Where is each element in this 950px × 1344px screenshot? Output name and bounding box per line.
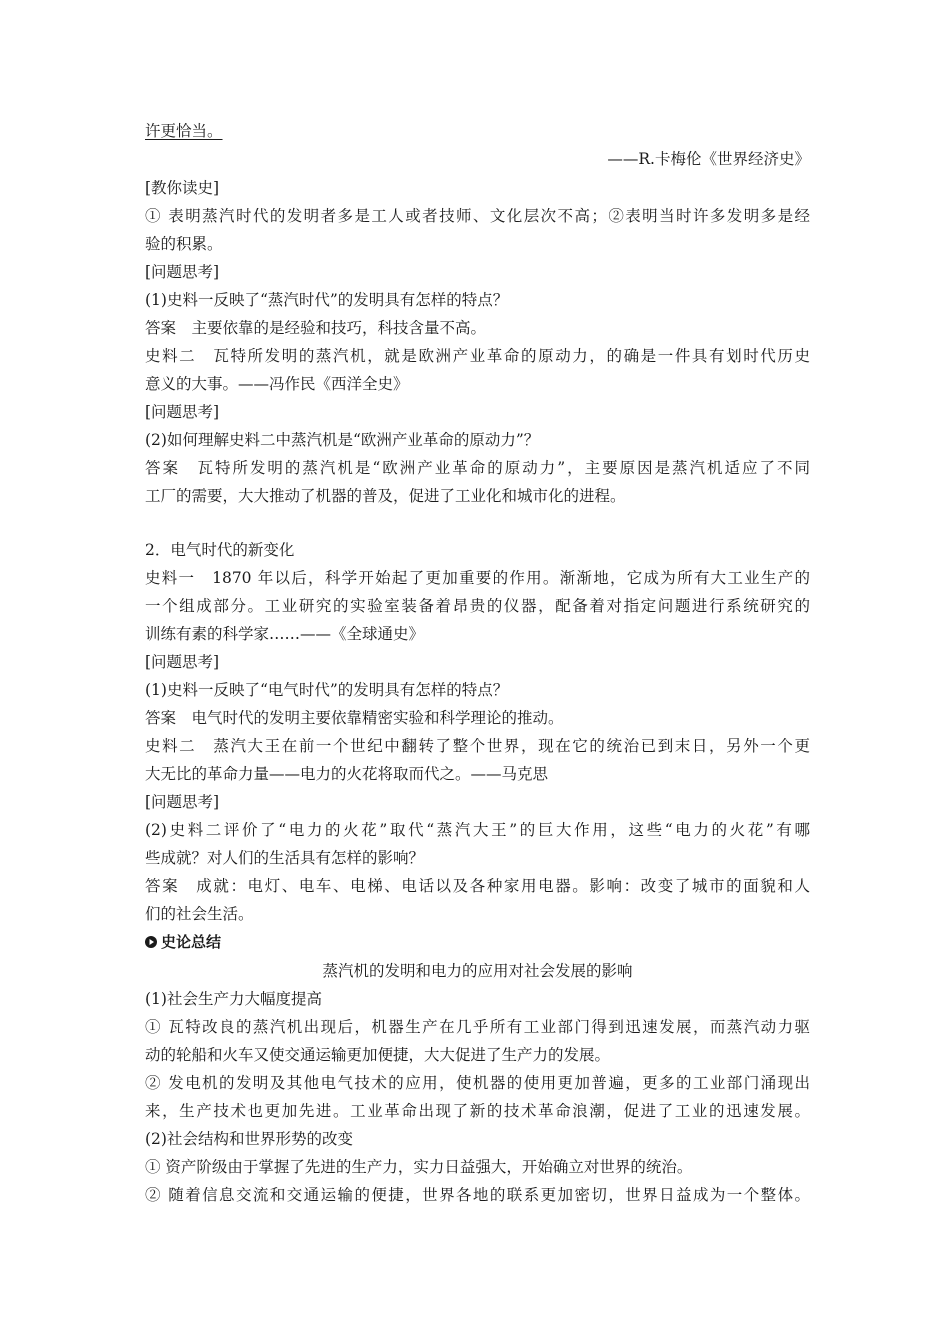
summary-point-2b: ② 随着信息交流和交通运输的便捷，世界各地的联系更加密切，世界日益成为一个整体。 — [145, 1186, 810, 1204]
section-tag-read-history: [教你读史] — [145, 179, 220, 197]
summary-point-2: (2)社会结构和世界形势的改变 — [145, 1130, 353, 1148]
electric-question-2: (2)史料二评价了“电力的火花”取代“蒸汽大王”的巨大作用，这些“电力的火花”有哪 — [145, 821, 810, 839]
section-tag-question: [问题思考] — [145, 653, 220, 671]
electric-source-1-end: 训练有素的科学家……——《全球通史》 — [145, 625, 425, 643]
question-2: (2)如何理解史料二中蒸汽机是“欧洲产业革命的原动力”？ — [145, 431, 540, 449]
section-tag-question: [问题思考] — [145, 793, 220, 811]
summary-label-text: 史论总结 — [161, 933, 222, 951]
section-tag-question: [问题思考] — [145, 263, 220, 281]
question-1: (1)史料一反映了“蒸汽时代”的发明具有怎样的特点？ — [145, 291, 509, 309]
summary-title: 蒸汽机的发明和电力的应用对社会发展的影响 — [322, 962, 633, 980]
section-heading-electric-age: 2．电气时代的新变化 — [145, 541, 295, 559]
summary-point-1b-cont: 来，生产技术也更加先进。工业革命出现了新的技术革命浪潮，促进了工业的迅速发展。 — [145, 1102, 810, 1120]
electric-source-1: 史料一 1870 年以后，科学开始起了更加重要的作用。渐渐地，它成为所有大工业生产的 — [145, 569, 810, 587]
electric-question-1: (1)史料一反映了“电气时代”的发明具有怎样的特点？ — [145, 681, 509, 699]
answer-2: 答案 瓦特所发明的蒸汽机是“欧洲产业革命的原动力”，主要原因是蒸汽机适应了不同 — [145, 459, 810, 477]
reading-note-cont: 验的积累。 — [145, 235, 223, 253]
paragraph-continuation: 许更恰当。 — [145, 122, 223, 140]
electric-answer-1: 答案 电气时代的发明主要依靠精密实验和科学理论的推动。 — [145, 709, 564, 727]
electric-source-2: 史料二 蒸汽大王在前一个世纪中翻转了整个世界，现在它的统治已到末日，另外一个更 — [145, 737, 810, 755]
electric-source-2-cont: 大无比的革命力量——电力的火花将取而代之。——马克思 — [145, 765, 549, 783]
reading-note: ① 表明蒸汽时代的发明者多是工人或者技师、文化层次不高；②表明当时许多发明多是经 — [145, 207, 810, 225]
section-tag-question: [问题思考] — [145, 403, 220, 421]
electric-question-2-cont: 些成就？对人们的生活具有怎样的影响？ — [145, 849, 425, 867]
summary-point-2a: ① 资产阶级由于掌握了先进的生产力，实力日益强大，开始确立对世界的统治。 — [145, 1158, 693, 1176]
citation-source: ——R.卡梅伦《世界经济史》 — [607, 150, 810, 168]
electric-source-1-cont: 一个组成部分。工业研究的实验室装备着昂贵的仪器，配备着对指定问题进行系统研究的 — [145, 597, 810, 615]
summary-point-1a: ① 瓦特改良的蒸汽机出现后，机器生产在几乎所有工业部门得到迅速发展，而蒸汽动力驱 — [145, 1018, 810, 1036]
answer-1: 答案 主要依靠的是经验和技巧，科技含量不高。 — [145, 319, 487, 337]
summary-point-1a-cont: 动的轮船和火车又使交通运输更加便捷，大大促进了生产力的发展。 — [145, 1046, 611, 1064]
summary-point-1b: ② 发电机的发明及其他电气技术的应用，使机器的使用更加普遍，更多的工业部门涌现出 — [145, 1074, 810, 1092]
electric-answer-2-cont: 们的社会生活。 — [145, 905, 254, 923]
source-2: 史料二 瓦特所发明的蒸汽机，就是欧洲产业革命的原动力，的确是一件具有划时代历史 — [145, 347, 810, 365]
answer-2-cont: 工厂的需要，大大推动了机器的普及，促进了工业化和城市化的进程。 — [145, 487, 626, 505]
source-2-cont: 意义的大事。——冯作民《西洋全史》 — [145, 375, 409, 393]
summary-section-label — [145, 932, 810, 953]
electric-answer-2: 答案 成就：电灯、电车、电梯、电话以及各种家用电器。影响：改变了城市的面貌和人 — [145, 877, 810, 895]
summary-point-1: (1)社会生产力大幅度提高 — [145, 990, 322, 1008]
play-circle-icon — [145, 936, 157, 948]
